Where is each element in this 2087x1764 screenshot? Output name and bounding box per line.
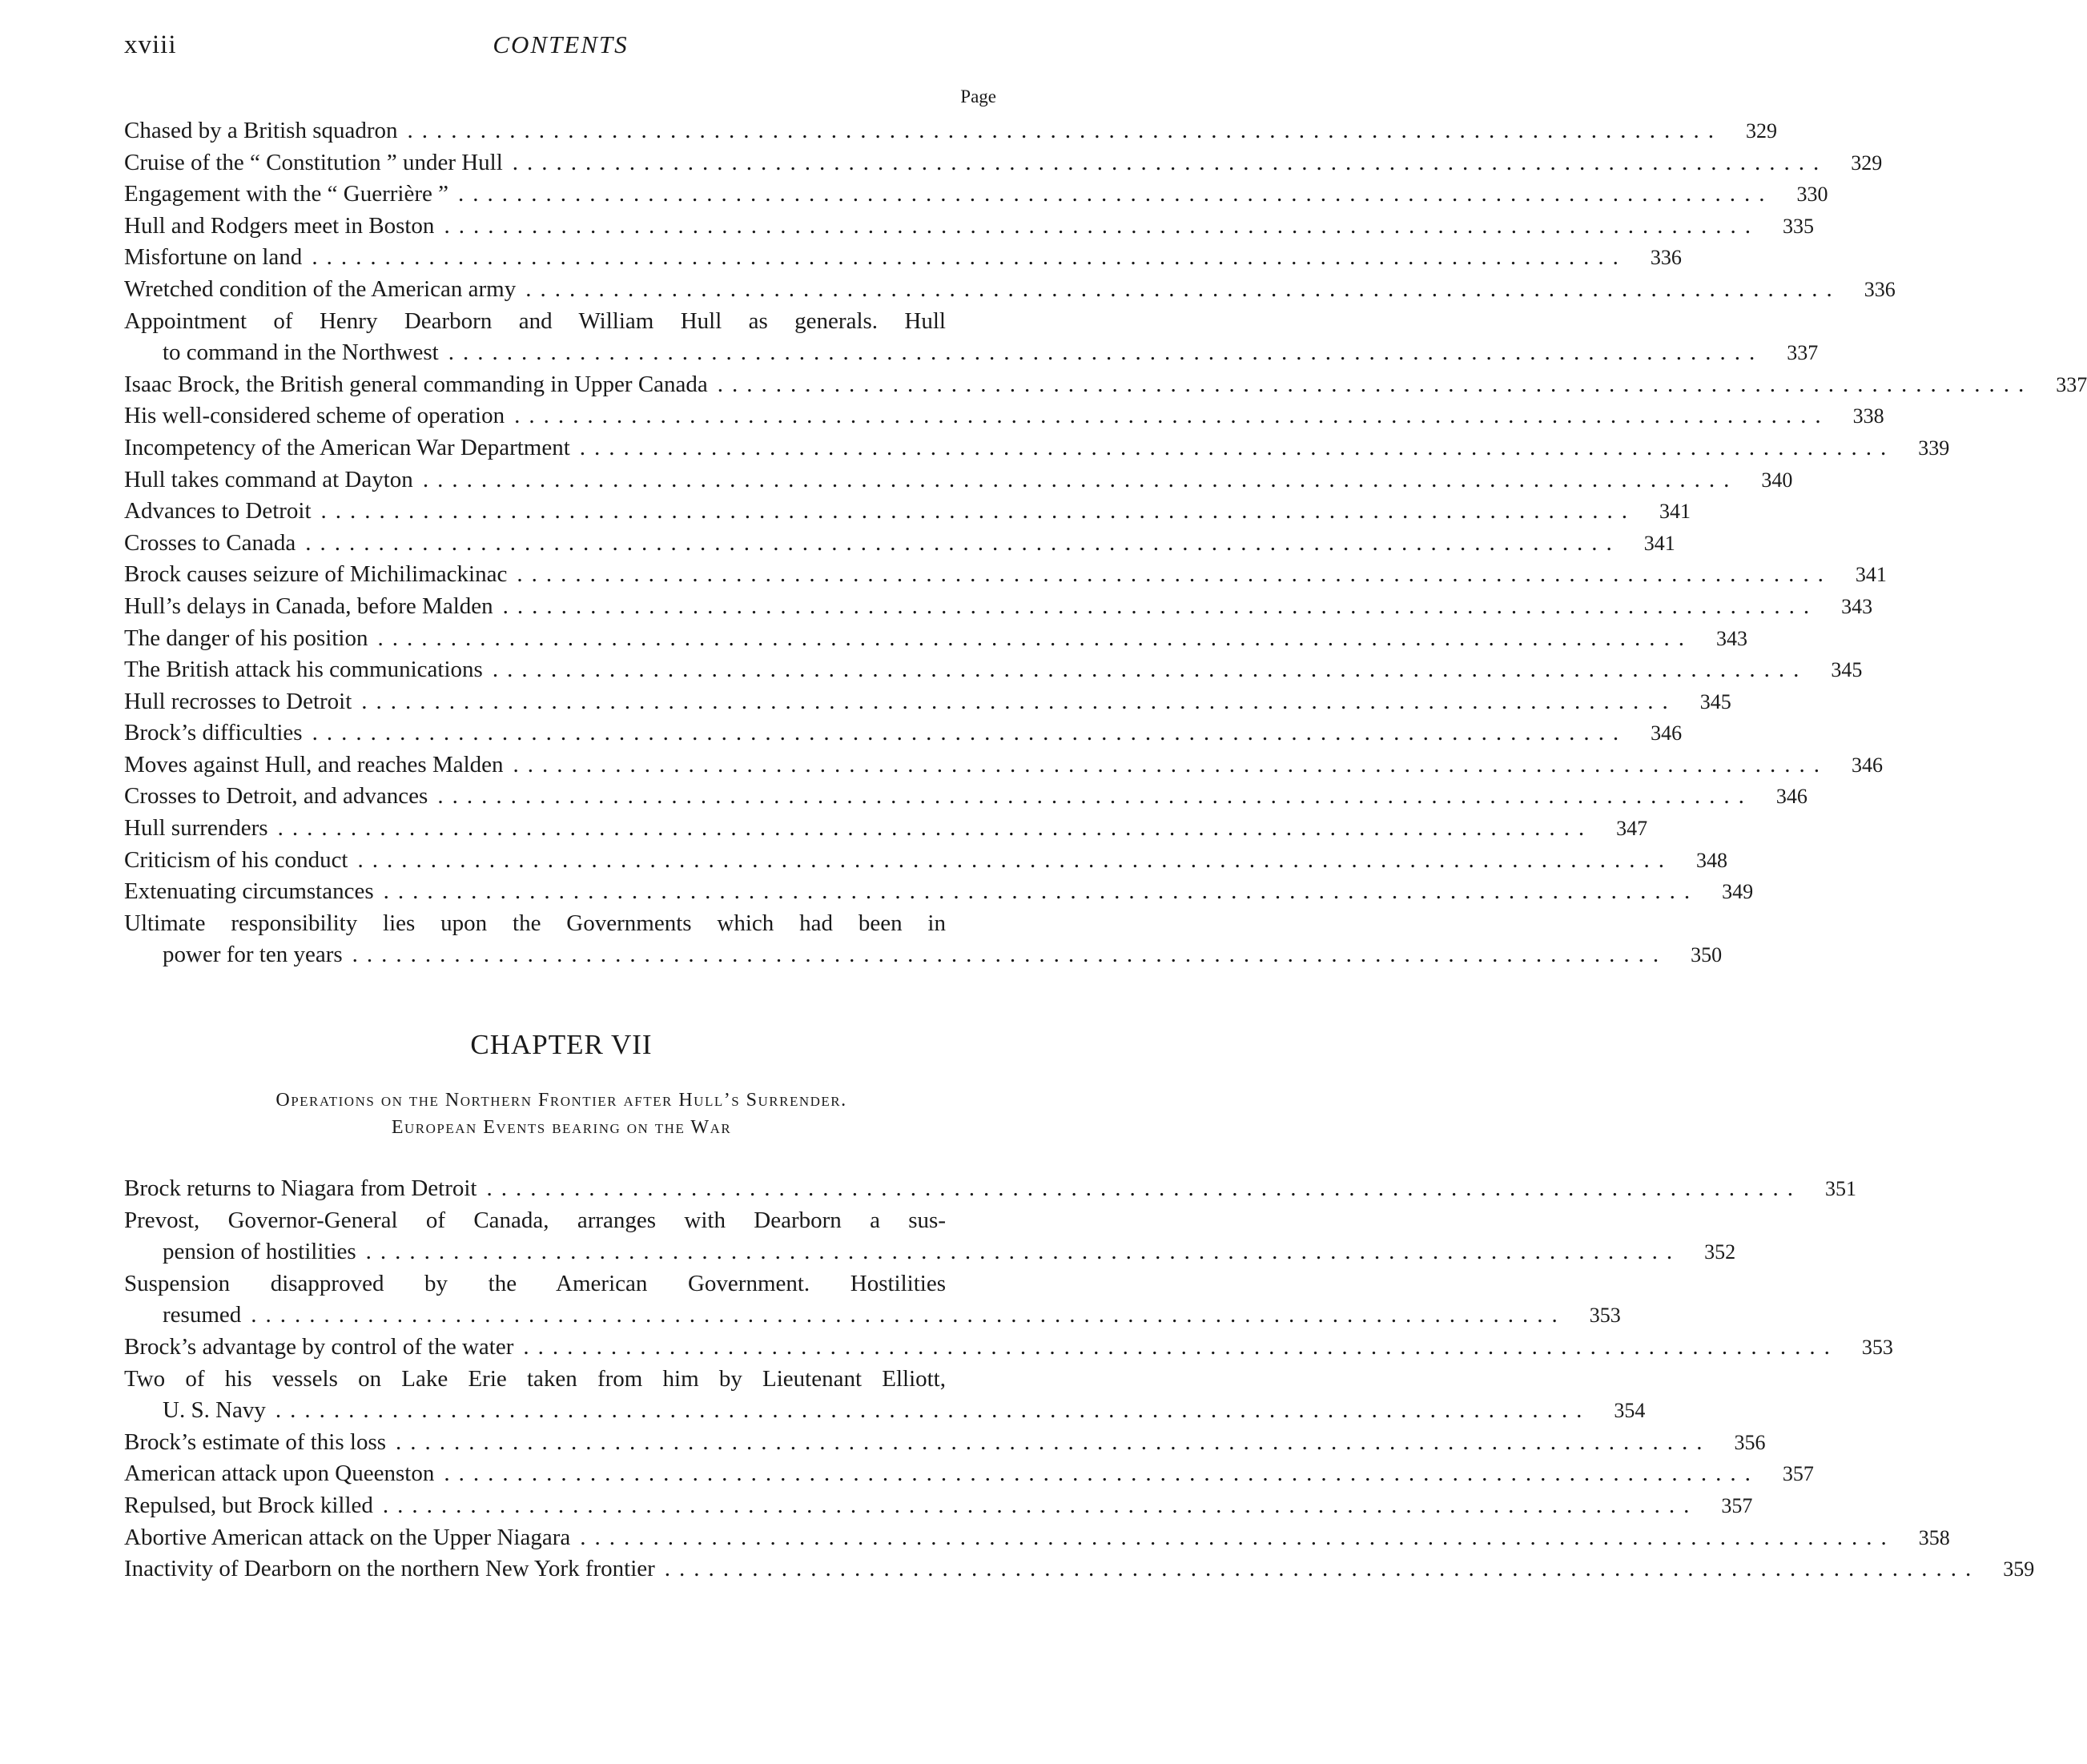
dot-leader: .......................................................................................... bbox=[365, 1239, 1682, 1265]
toc-entry bbox=[124, 337, 1819, 369]
toc-entry-title: Hull and Rodgers meet in Boston bbox=[124, 212, 435, 239]
toc-entry-title: Engagement with the “ Guerrière ” bbox=[124, 181, 449, 207]
toc-entry bbox=[124, 623, 1747, 655]
dot-leader: .......................................................................................... bbox=[312, 244, 1627, 271]
dot-leader: .......................................................................................... bbox=[580, 1524, 1896, 1550]
toc-entry-title: Incompetency of the American War Department bbox=[124, 434, 570, 460]
toc-entry-page: 337 bbox=[1787, 341, 1819, 365]
toc-entry-page: 335 bbox=[1782, 214, 1814, 238]
toc-entry-page: 341 bbox=[1659, 500, 1691, 524]
toc-entry-title: Wretched condition of the American army bbox=[124, 275, 517, 302]
toc-entry-title: Criticism of his conduct bbox=[124, 846, 348, 873]
toc-entry-title-continuation: to command in the Northwest bbox=[163, 340, 439, 366]
toc-entry-page: 354 bbox=[1614, 1399, 1646, 1423]
toc-entry-title-continuation: resumed bbox=[163, 1302, 242, 1328]
toc-entry-title: Hull’s delays in Canada, before Malden bbox=[124, 593, 493, 619]
toc-entry-title: The danger of his position bbox=[124, 625, 368, 651]
toc-entry-title: Appointment of Henry Dearborn and William Hull as generals. Hull bbox=[124, 307, 946, 334]
toc-entry bbox=[124, 1236, 1736, 1268]
toc-entry bbox=[124, 876, 1754, 908]
toc-entry-page: 338 bbox=[1852, 404, 1884, 428]
toc-entry-page: 329 bbox=[1851, 151, 1883, 175]
toc-entry bbox=[124, 1395, 1646, 1427]
toc-entry bbox=[124, 464, 1793, 496]
toc-entry-title: Brock’s difficulties bbox=[124, 720, 303, 746]
toc-entry bbox=[124, 939, 1723, 971]
toc-entry-title: Hull surrenders bbox=[124, 815, 268, 842]
toc-entry bbox=[124, 591, 1873, 623]
dot-leader: .......................................................................................... bbox=[492, 657, 1808, 683]
chapter-subtitle-line-2: European Events bearing on the War bbox=[391, 1117, 732, 1138]
toc-entry-page: 358 bbox=[1918, 1525, 1950, 1549]
toc-entry-line bbox=[124, 1364, 999, 1396]
dot-leader: .......................................................................................... bbox=[277, 815, 1594, 842]
toc-entry-page: 343 bbox=[1841, 594, 1873, 618]
toc-entry-line bbox=[124, 306, 999, 338]
toc-entry-line bbox=[124, 1268, 999, 1300]
dot-leader: .......................................................................................... bbox=[517, 561, 1832, 588]
toc-entry-title: Ultimate responsibility lies upon the Governments which had been in bbox=[124, 910, 946, 936]
dot-leader: .......................................................................................... bbox=[383, 878, 1699, 905]
toc-entry-title: Brock’s advantage by control of the water bbox=[124, 1333, 514, 1360]
toc-entry-title: Brock returns to Niagara from Detroit bbox=[124, 1175, 477, 1201]
toc-entry bbox=[124, 179, 1828, 211]
chapter-title: CHAPTER VII bbox=[470, 1029, 653, 1060]
toc-entry-title: Crosses to Detroit, and advances bbox=[124, 783, 428, 810]
dot-leader: .......................................................................................... bbox=[320, 498, 1637, 524]
toc-entry-page: 345 bbox=[1699, 689, 1731, 713]
dot-leader: .......................................................................................... bbox=[717, 371, 2033, 397]
toc-entry-line bbox=[124, 908, 999, 940]
dot-leader: .......................................................................................... bbox=[275, 1397, 1591, 1424]
toc-entry-page: 339 bbox=[1918, 436, 1950, 460]
dot-leader: .......................................................................................... bbox=[448, 340, 1764, 366]
dot-leader: .......................................................................................... bbox=[502, 593, 1819, 619]
toc-entry-title: Cruise of the “ Constitution ” under Hull bbox=[124, 149, 503, 175]
dot-leader: .......................................................................................... bbox=[513, 751, 1829, 778]
toc-entry-page: 341 bbox=[1855, 563, 1887, 587]
dot-leader: .......................................................................................... bbox=[377, 625, 1693, 651]
chapter-subtitle-line-1: Operations on the Northern Frontier after Hull’s Surrender. bbox=[275, 1090, 847, 1111]
toc-entry-title: Isaac Brock, the British general commanding in Upper Canada bbox=[124, 371, 708, 397]
toc-entry-page: 346 bbox=[1651, 721, 1683, 745]
toc-entry-title: Hull takes command at Dayton bbox=[124, 466, 413, 492]
dot-leader: .......................................................................................... bbox=[437, 783, 1753, 810]
toc-entry-page: 346 bbox=[1852, 753, 1884, 777]
toc-entry-page: 343 bbox=[1715, 626, 1747, 650]
toc-entry-line bbox=[124, 1205, 999, 1237]
chapter-subtitle bbox=[124, 1087, 999, 1141]
toc-entry-title: Extenuating circumstances bbox=[124, 878, 374, 905]
contents-list-section-1 bbox=[124, 115, 2087, 971]
toc-entry bbox=[124, 1332, 1893, 1364]
dot-leader: .......................................................................................... bbox=[312, 720, 1628, 746]
dot-leader: .......................................................................................... bbox=[444, 212, 1759, 239]
page-number: xviii bbox=[124, 30, 177, 59]
dot-leader: .......................................................................................... bbox=[579, 434, 1896, 460]
toc-entry-page: 356 bbox=[1734, 1430, 1766, 1454]
toc-entry bbox=[124, 686, 1731, 718]
toc-entry bbox=[124, 1173, 1856, 1205]
dot-leader: .......................................................................................... bbox=[357, 846, 1673, 873]
toc-entry bbox=[124, 1522, 1950, 1554]
dot-leader: .......................................................................................... bbox=[444, 1461, 1759, 1487]
toc-entry-title: His well-considered scheme of operation bbox=[124, 403, 505, 429]
toc-entry bbox=[124, 432, 1950, 464]
dot-leader: .......................................................................................... bbox=[514, 403, 1830, 429]
dot-leader: .......................................................................................... bbox=[523, 1333, 1839, 1360]
toc-entry bbox=[124, 1427, 1766, 1459]
toc-entry-title: Brock’s estimate of this loss bbox=[124, 1428, 387, 1455]
dot-leader: .......................................................................................... bbox=[305, 529, 1621, 556]
toc-entry-title: Hull recrosses to Detroit bbox=[124, 688, 352, 714]
toc-entry-title-continuation: pension of hostilities bbox=[163, 1239, 356, 1265]
toc-entry-title: Repulsed, but Brock killed bbox=[124, 1492, 373, 1518]
toc-entry bbox=[124, 115, 1778, 147]
toc-entry bbox=[124, 400, 1884, 432]
toc-entry-page: 336 bbox=[1864, 277, 1896, 301]
toc-entry bbox=[124, 147, 1883, 179]
toc-entry bbox=[124, 717, 1683, 749]
toc-entry-title: The British attack his communications bbox=[124, 657, 483, 683]
page-header bbox=[124, 30, 997, 70]
toc-entry bbox=[124, 749, 1884, 782]
toc-entry-page: 352 bbox=[1704, 1240, 1736, 1264]
toc-entry-page: 349 bbox=[1722, 880, 1754, 904]
toc-entry-page: 353 bbox=[1589, 1304, 1621, 1328]
toc-entry bbox=[124, 1553, 2035, 1585]
dot-leader: .......................................................................................... bbox=[422, 466, 1739, 492]
toc-entry-page: 337 bbox=[2056, 372, 2087, 396]
toc-entry-page: 346 bbox=[1775, 785, 1808, 809]
dot-leader: .......................................................................................... bbox=[486, 1175, 1802, 1201]
toc-entry bbox=[124, 369, 2087, 401]
toc-entry-page: 357 bbox=[1782, 1462, 1814, 1486]
toc-entry-title: Suspension disapproved by the American Government. Hostilities bbox=[124, 1270, 946, 1296]
toc-entry-page: 341 bbox=[1643, 531, 1675, 555]
contents-list-section-2 bbox=[124, 1173, 2035, 1585]
dot-leader: .......................................................................................... bbox=[407, 118, 1723, 143]
toc-entry bbox=[124, 781, 1808, 813]
toc-entry bbox=[124, 211, 1814, 243]
toc-entry-page: 340 bbox=[1761, 468, 1793, 492]
toc-entry-page: 348 bbox=[1696, 848, 1727, 872]
toc-entry-title: Advances to Detroit bbox=[124, 498, 312, 524]
toc-entry-page: 347 bbox=[1616, 817, 1648, 841]
toc-entry-page: 345 bbox=[1831, 658, 1863, 682]
toc-entry-page: 350 bbox=[1691, 943, 1723, 967]
dot-leader: .......................................................................................... bbox=[525, 275, 1841, 302]
dot-leader: .......................................................................................... bbox=[352, 942, 1668, 968]
dot-leader: .......................................................................................... bbox=[361, 688, 1677, 714]
toc-entry-page: 359 bbox=[2003, 1557, 2035, 1581]
dot-leader: .......................................................................................... bbox=[396, 1428, 1711, 1455]
toc-entry-page: 357 bbox=[1721, 1493, 1753, 1517]
toc-entry bbox=[124, 274, 1896, 306]
running-head: CONTENTS bbox=[493, 30, 629, 58]
toc-entry-page: 353 bbox=[1861, 1335, 1893, 1359]
dot-leader: .......................................................................................... bbox=[251, 1302, 1566, 1328]
toc-entry-title: Chased by a British squadron bbox=[124, 118, 398, 143]
toc-entry bbox=[124, 845, 1727, 877]
dot-leader: .......................................................................................... bbox=[664, 1556, 1980, 1582]
toc-entry bbox=[124, 242, 1682, 274]
toc-entry-title: American attack upon Queenston bbox=[124, 1461, 435, 1487]
toc-entry-page: 330 bbox=[1796, 183, 1828, 207]
dot-leader: .......................................................................................... bbox=[512, 149, 1828, 175]
toc-entry bbox=[124, 528, 1675, 560]
toc-entry bbox=[124, 1490, 1753, 1522]
page-column-label: Page bbox=[960, 86, 996, 106]
toc-entry-title: Crosses to Canada bbox=[124, 529, 296, 556]
toc-entry-title: Brock causes seizure of Michilimackinac bbox=[124, 561, 508, 588]
toc-entry-title: Misfortune on land bbox=[124, 244, 303, 271]
toc-entry-title: Prevost, Governor-General of Canada, arranges with Dearborn a sus- bbox=[124, 1207, 946, 1233]
toc-entry bbox=[124, 1458, 1814, 1490]
toc-entry-title: Two of his vessels on Lake Erie taken from him by Lieutenant Elliott, bbox=[124, 1365, 946, 1392]
toc-entry-title: Inactivity of Dearborn on the northern New York frontier bbox=[124, 1556, 655, 1582]
toc-entry-title: Abortive American attack on the Upper Niagara bbox=[124, 1524, 571, 1550]
toc-entry bbox=[124, 1300, 1621, 1332]
toc-entry-title-continuation: U. S. Navy bbox=[163, 1397, 266, 1424]
toc-entry-page: 351 bbox=[1825, 1177, 1856, 1200]
toc-entry-title-continuation: power for ten years bbox=[163, 942, 343, 968]
dot-leader: .......................................................................................... bbox=[458, 181, 1774, 207]
toc-entry bbox=[124, 496, 1691, 528]
toc-entry bbox=[124, 654, 1863, 686]
toc-entry bbox=[124, 813, 1648, 845]
toc-entry-page: 329 bbox=[1746, 119, 1778, 143]
toc-entry bbox=[124, 559, 1887, 591]
toc-entry-title: Moves against Hull, and reaches Malden bbox=[124, 751, 504, 778]
toc-entry-page: 336 bbox=[1650, 246, 1682, 270]
dot-leader: .......................................................................................... bbox=[382, 1492, 1699, 1518]
